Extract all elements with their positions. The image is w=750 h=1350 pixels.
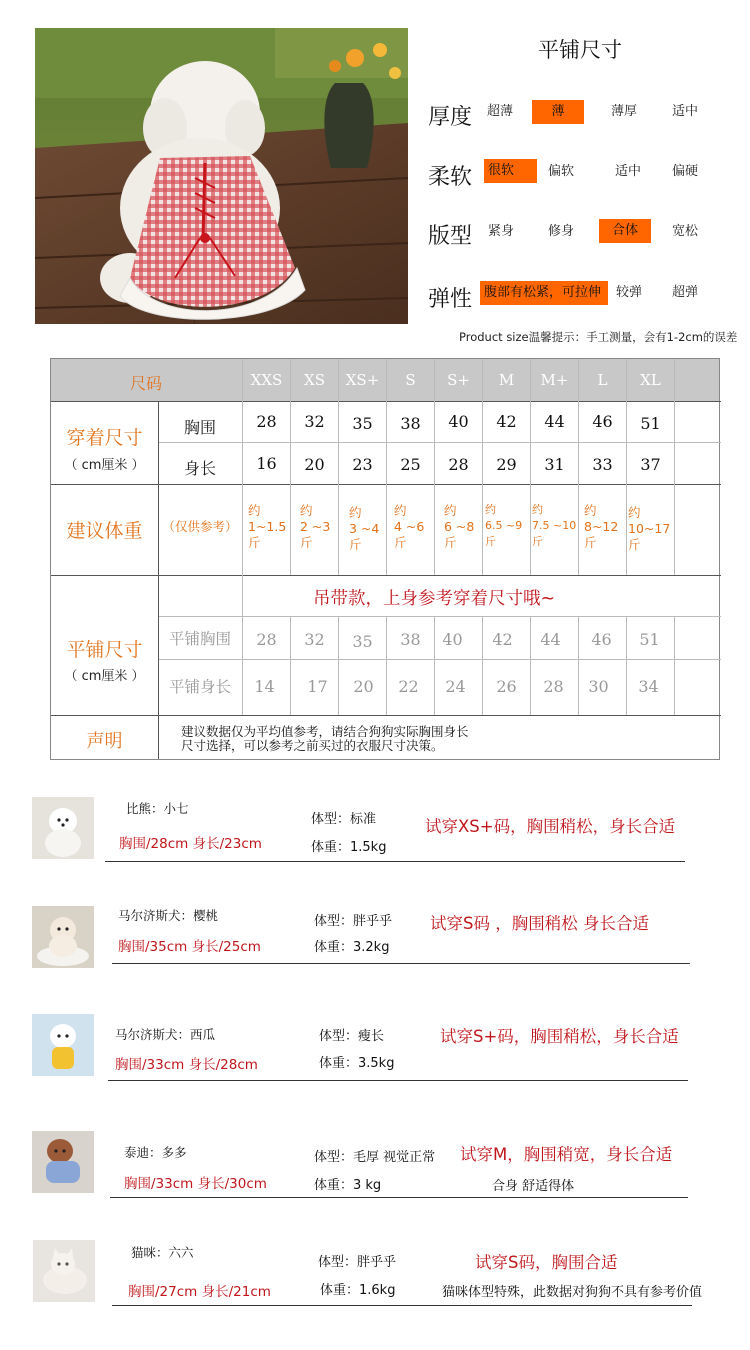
flat-chest-value: 35 (352, 632, 373, 651)
flat-length-value: 20 (353, 677, 374, 696)
attr-label-elasticity: 弹性 (428, 287, 473, 312)
wear-length-value: 28 (448, 455, 469, 474)
flat-row-label: 平铺身长 (168, 678, 231, 696)
pet-body-type: 体型：标准 (311, 812, 377, 827)
size-header-cell: M+ (540, 371, 569, 389)
size-header-cell: XXS (250, 371, 283, 389)
weight-cell: 约 3 ~4 斤 (349, 505, 380, 552)
size-header-cell: S+ (447, 371, 470, 389)
pet-weight: 体重：1.5kg (311, 840, 387, 855)
wear-chest-value: 32 (304, 412, 325, 431)
size-header-cell: XS (304, 371, 325, 389)
pet-name: 马尔济斯犬：樱桃 (118, 908, 219, 923)
attr-option: 适中 (672, 104, 699, 119)
pet-name: 马尔济斯犬：西瓜 (115, 1027, 216, 1042)
flat-length-value: 26 (496, 677, 517, 696)
size-header-cell: XS+ (345, 371, 380, 389)
maltese-photo-illustration (32, 1014, 94, 1076)
pet-photo (32, 1014, 94, 1076)
pet-weight: 体重：3 kg (314, 1178, 382, 1193)
pet-photo (32, 1131, 94, 1193)
flat-length-value: 34 (638, 677, 659, 696)
weight-cell: 约 6.5 ~9 斤 (485, 503, 523, 548)
wear-chest-value: 28 (256, 412, 277, 431)
weight-cell: 约 4 ~6 斤 (394, 503, 425, 550)
pet-name: 猫咪：六六 (131, 1245, 194, 1260)
wear-chest-value: 46 (592, 412, 613, 431)
pet-fit-verdict: 试穿M，胸围稍宽，身长合适 (460, 1145, 673, 1164)
attr-option-selected: 腹部有松紧，可拉伸 (480, 281, 608, 305)
pet-weight: 体重：3.5kg (319, 1056, 395, 1071)
pet-measurements: 胸围/27cm 身长/21cm (128, 1284, 271, 1300)
pet-photo (32, 906, 94, 968)
size-header-label: 尺码 (129, 374, 162, 393)
size-header-cell: S (405, 371, 416, 389)
wear-length-value: 25 (400, 455, 421, 474)
poodle-photo-illustration (32, 1131, 94, 1193)
pet-extra-note: 合身 舒适得体 (492, 1179, 575, 1194)
statement-text: 建议数据仅为平均值参考，请结合狗狗实际胸围身长 尺寸选择，可以参考之前买过的衣服尺寸决策。 (181, 724, 469, 753)
pet-body-type: 体型：毛厚 视觉正常 (314, 1150, 436, 1165)
size-header-cell: XL (640, 371, 661, 389)
pet-measurements: 胸围/28cm 身长/23cm (119, 836, 262, 852)
pet-fit-verdict: 试穿XS+码，胸围稍松，身长合适 (425, 817, 676, 836)
wear-row-label: 身长 (183, 459, 216, 478)
size-header-cell: M (498, 371, 515, 389)
flat-chest-value: 32 (304, 630, 325, 649)
pet-weight: 体重：1.6kg (320, 1283, 396, 1298)
pet-name: 泰迪：多多 (124, 1145, 187, 1160)
flat-length-value: 24 (445, 677, 466, 696)
wear-size-unit: （ cm厘米 ） (64, 458, 145, 473)
pet-photo (32, 797, 94, 859)
pet-fit-verdict: 试穿S+码，胸围稍松，身长合适 (440, 1027, 679, 1046)
weight-cell: 约 6 ~8 斤 (444, 503, 475, 550)
flat-length-value: 14 (254, 677, 275, 696)
attr-option: 较弹 (616, 285, 643, 300)
pet-body-type: 体型：胖乎乎 (318, 1255, 397, 1270)
attr-option: 超薄 (487, 104, 514, 119)
pet-photo (33, 1240, 95, 1302)
wear-chest-value: 42 (496, 412, 517, 431)
wear-chest-value: 44 (544, 412, 565, 431)
pet-weight: 体重：3.2kg (314, 940, 390, 955)
weight-cell: 约 2 ~3 斤 (300, 503, 331, 550)
flat-size-unit: （ cm厘米 ） (64, 669, 145, 684)
wear-chest-value: 51 (640, 414, 661, 433)
flat-chest-value: 38 (400, 630, 421, 649)
wear-chest-value: 40 (448, 412, 469, 431)
pet-fit-verdict: 试穿S码 ，胸围稍松 身长合适 (430, 914, 649, 933)
flat-chest-value: 42 (492, 630, 513, 649)
attr-label-fit: 版型 (428, 224, 473, 249)
attr-label-softness: 柔软 (428, 165, 473, 190)
flat-chest-value: 28 (256, 630, 277, 649)
pet-measurements: 胸围/35cm 身长/25cm (118, 939, 261, 955)
wear-length-value: 29 (496, 455, 517, 474)
panel-title: 平铺尺寸 (538, 38, 622, 62)
wear-chest-value: 38 (400, 414, 421, 433)
wear-chest-value: 35 (352, 414, 373, 433)
flat-length-value: 17 (307, 677, 328, 696)
pet-body-type: 体型：胖乎乎 (314, 914, 393, 929)
wear-size-title: 穿着尺寸 (66, 427, 143, 449)
pet-body-type: 体型：瘦长 (319, 1029, 385, 1044)
size-note: Product size温馨提示：手工测量，会有1-2cm的误差 (459, 330, 738, 344)
flat-size-title: 平铺尺寸 (66, 639, 143, 661)
attr-option: 适中 (615, 164, 642, 179)
attr-option: 紧身 (488, 224, 515, 239)
bichon-photo-illustration (32, 797, 94, 859)
flat-chest-value: 40 (442, 630, 463, 649)
weight-cell: 约 8~12 斤 (584, 503, 619, 550)
flat-length-value: 22 (398, 677, 419, 696)
size-table (50, 358, 720, 760)
attr-option: 修身 (548, 224, 575, 239)
wear-length-value: 20 (304, 455, 325, 474)
flat-length-value: 30 (588, 677, 609, 696)
weight-cell: 约 1~1.5 斤 (248, 503, 287, 550)
pet-measurements: 胸围/33cm 身长/28cm (115, 1057, 258, 1073)
weight-title: 建议体重 (66, 520, 143, 542)
pet-extra-note: 猫咪体型特殊，此数据对狗狗不具有参考价值 (442, 1285, 703, 1300)
attr-option: 偏硬 (672, 164, 699, 179)
size-header-cell: L (597, 371, 608, 389)
wear-length-value: 33 (592, 455, 613, 474)
wear-length-value: 16 (256, 454, 277, 473)
weight-cell: 约 7.5 ~10 斤 (532, 503, 577, 548)
attr-label-thickness: 厚度 (428, 105, 473, 130)
attr-option-selected: 很软 (484, 159, 537, 183)
pet-name: 比熊：小七 (126, 801, 189, 816)
pet-measurements: 胸围/33cm 身长/30cm (124, 1176, 267, 1192)
attr-option: 偏软 (548, 164, 575, 179)
maltese-photo-illustration (32, 906, 94, 968)
product-photo (35, 28, 408, 324)
flat-row-label: 平铺胸围 (168, 630, 231, 648)
attr-option: 宽松 (672, 224, 699, 239)
flat-notice: 吊带款，上身参考穿着尺寸哦~ (313, 589, 556, 609)
wear-length-value: 37 (640, 455, 661, 474)
attr-option-selected: 薄 (532, 100, 584, 124)
statement-title: 声明 (86, 731, 123, 752)
wear-row-label: 胸围 (183, 418, 216, 437)
attr-option: 超弹 (672, 285, 699, 300)
flat-chest-value: 51 (639, 630, 660, 649)
flat-length-value: 28 (543, 677, 564, 696)
wear-length-value: 23 (352, 455, 373, 474)
weight-subtitle: （仅供参考） (162, 519, 238, 534)
attr-option-selected: 合体 (599, 219, 651, 243)
weight-cell: 约 10~17 斤 (628, 505, 671, 552)
wear-length-value: 31 (544, 455, 565, 474)
cat-photo-illustration (33, 1240, 95, 1302)
flat-chest-value: 44 (540, 630, 561, 649)
attr-option: 薄厚 (611, 104, 638, 119)
dog-dress-photo-illustration (35, 28, 408, 324)
pet-fit-verdict: 试穿S码，胸围合适 (475, 1253, 618, 1272)
flat-chest-value: 46 (591, 630, 612, 649)
